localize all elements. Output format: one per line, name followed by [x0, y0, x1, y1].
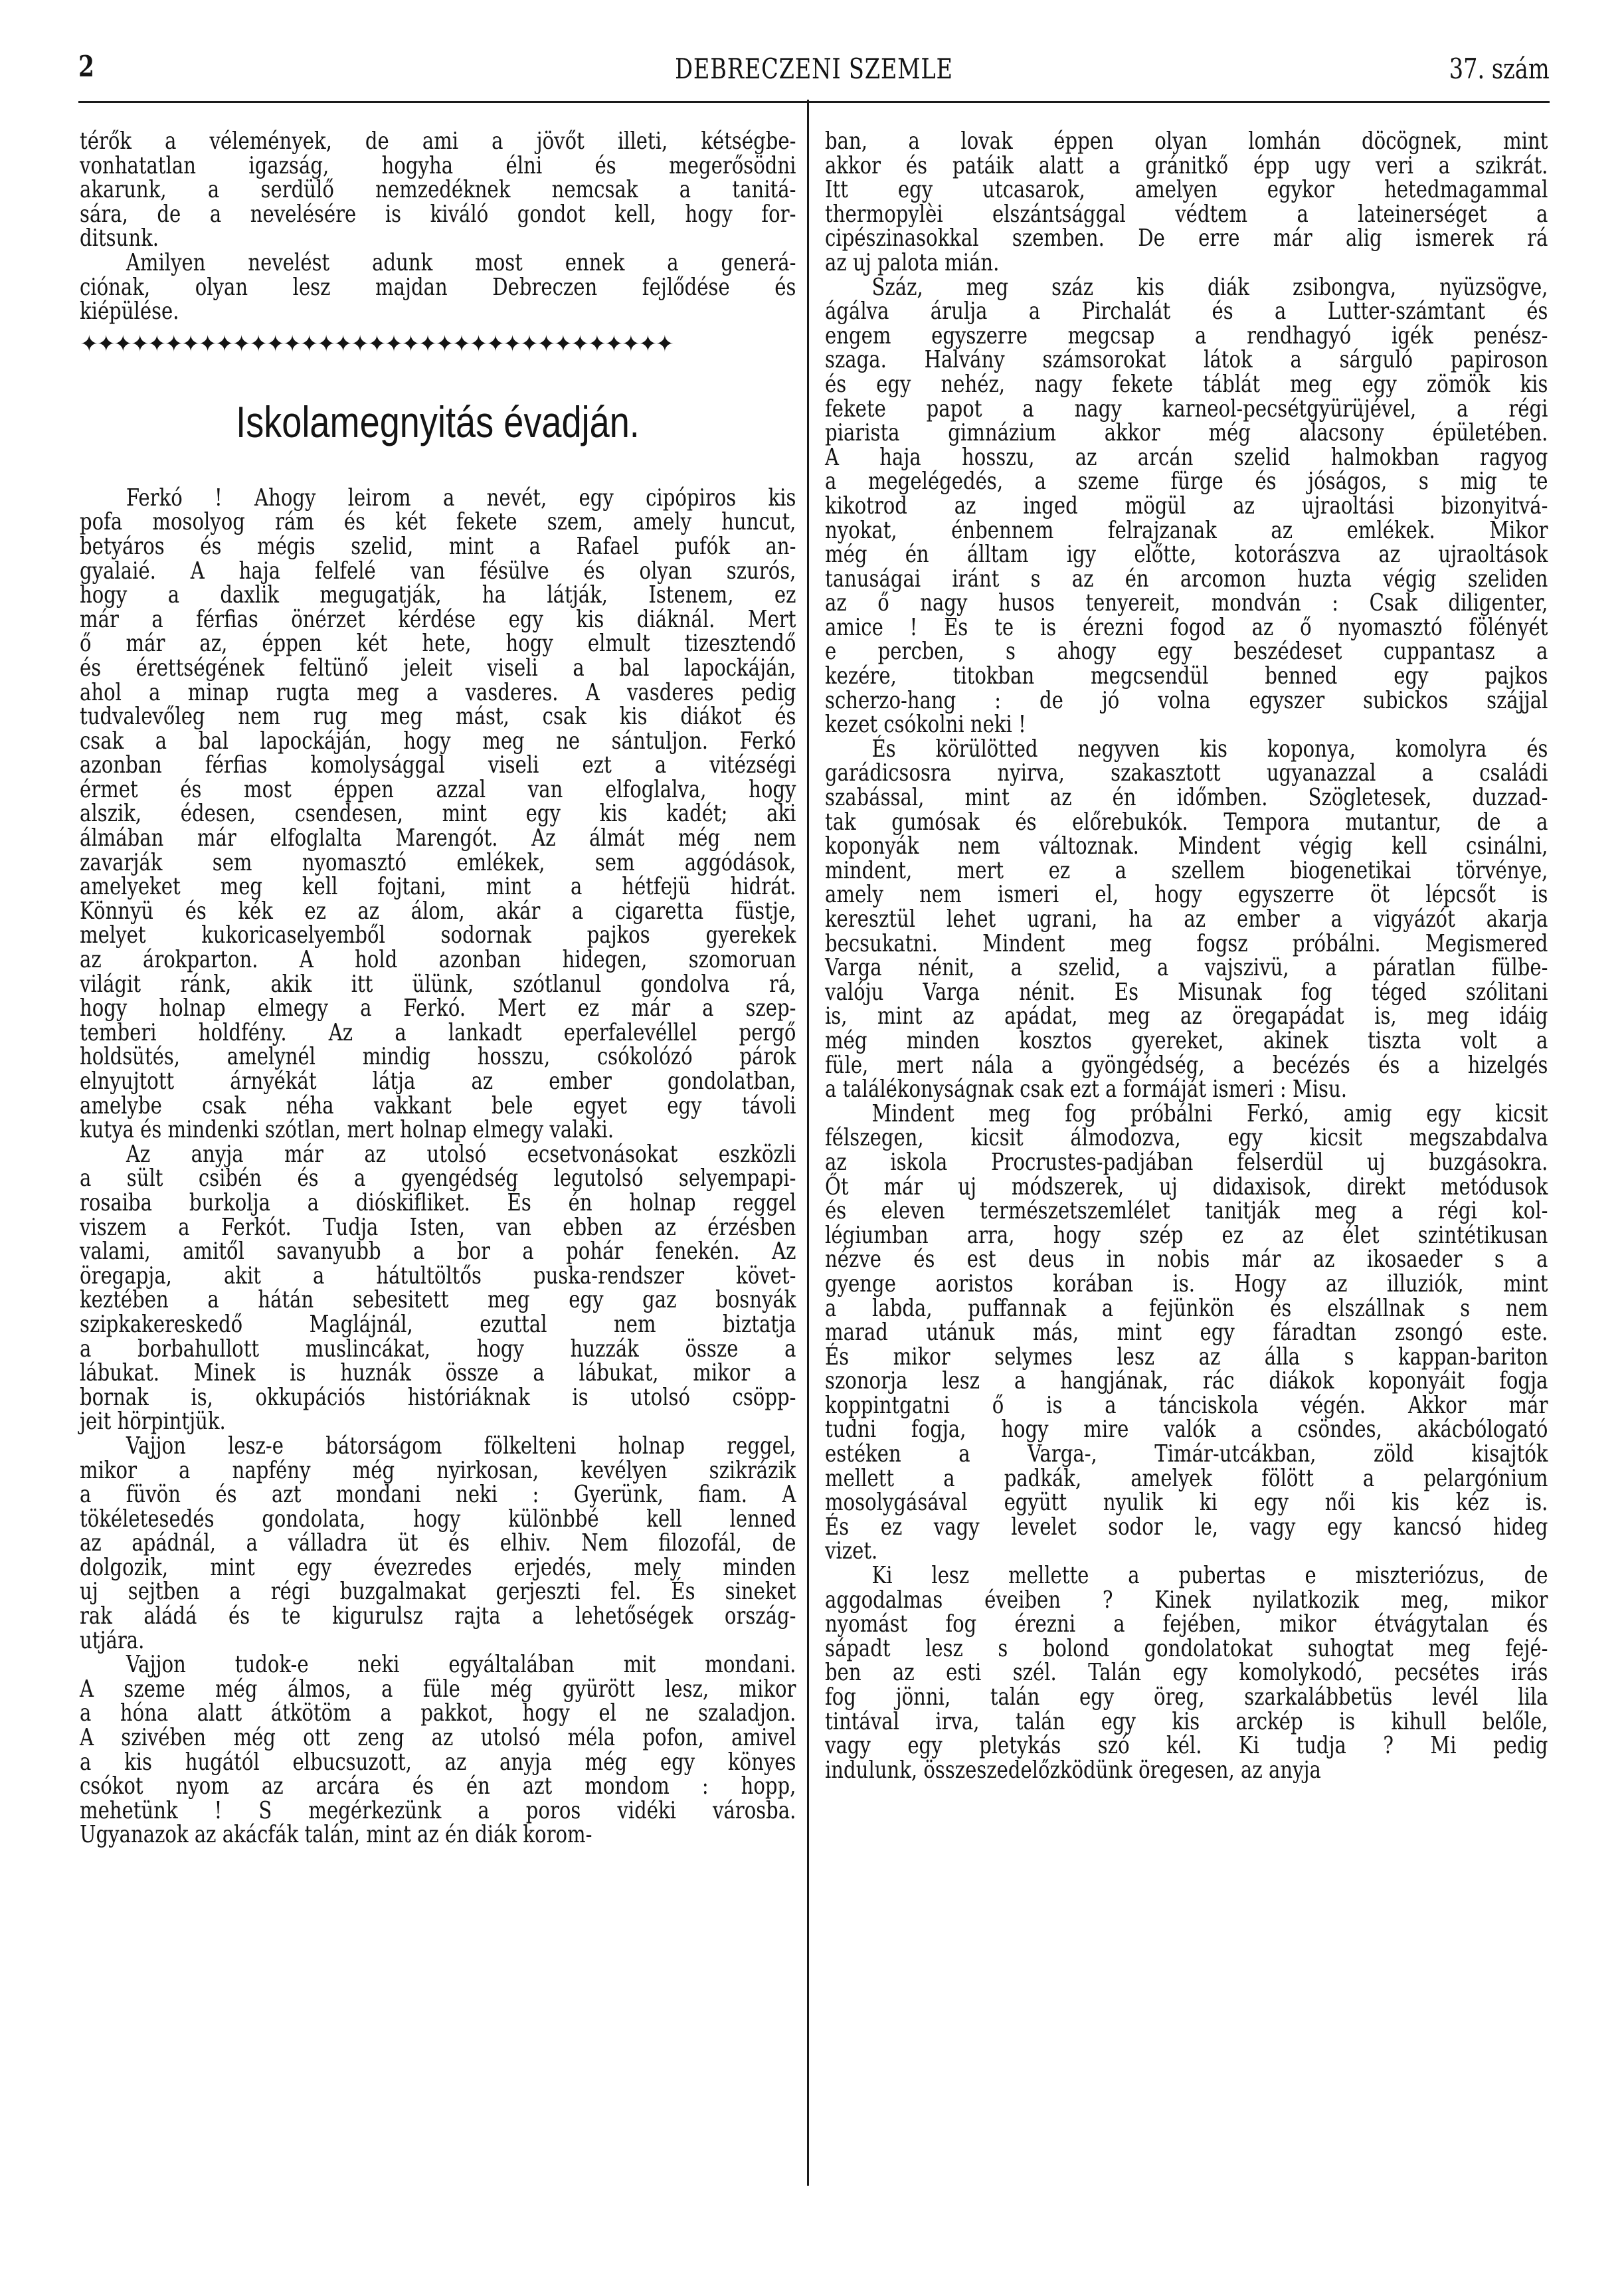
text-line: nyomást fog érezni a fejében, mikor étvágytalan és	[825, 1610, 1548, 1638]
article-title: Iskolamegnyitás évadján.	[236, 397, 640, 446]
text-line: a találékonyságnak csak ezt a formáját ismeri : Misu.	[825, 1076, 1347, 1103]
text-line: mosolygásával együtt nyulik ki egy női kis kéz is.	[825, 1489, 1548, 1517]
text-line: nyokat, énbennem felrajzanak az emlékek. Mikor	[825, 516, 1548, 544]
text-line: A szivében még ott zeng az utolsó méla pofon, amivel	[80, 1724, 796, 1752]
text-line: gyenge aoristos korában is. Hogy az illuziók, mint	[825, 1270, 1548, 1297]
text-line: lábukat. Minek is huznák össze a lábukat, mikor a	[80, 1359, 796, 1387]
text-line: utjára.	[80, 1626, 145, 1654]
column-divider	[807, 100, 809, 2186]
text-line: betyáros és mégis szelid, mint a Rafael pufók an-	[80, 532, 796, 560]
text-line: vagy egy pletykás szó kél. Ki tudja ? Mi pedig	[825, 1732, 1548, 1760]
text-line: félszegen, kicsit álmodozva, egy kicsit megszabdalva	[825, 1124, 1548, 1152]
text-line: És mikor selymes lesz az álla s kappan-bariton	[825, 1343, 1548, 1371]
article-body	[80, 486, 796, 1848]
text-line: hogy a daxlik megugatják, ha látják, Istenem, ez	[80, 581, 796, 609]
text-line: tanuságai iránt s az én arcomon huzta végig szeliden	[825, 565, 1548, 593]
text-line: az uj palota mián.	[825, 248, 1000, 276]
text-line: a hóna alatt átkötöm a pakkot, hogy el ne szaladjon.	[80, 1699, 796, 1727]
right-column	[825, 130, 1548, 1782]
text-line: garádicsosra nyirva, szakasztott ugyanazzal a családi	[825, 759, 1548, 787]
text-line: thermopylèi elszántsággal védtem a lateinerséget a	[825, 200, 1548, 228]
text-line: rak aládá és te kigurulsz rajta a lehetőségek ország-	[80, 1602, 796, 1630]
text-line: sápadt lesz s bolond gondolatokat suhogtat meg fejé-	[825, 1634, 1548, 1662]
text-line: szonorja lesz a hangjának, rác diákok koponyáit fogja	[825, 1367, 1548, 1395]
text-line: Amilyen nevelést adunk most ennek a generá-	[126, 248, 796, 276]
text-line: melyet kukoricaselyemből sodornak pajkos gyerekek	[80, 921, 796, 949]
text-line: És ez vagy levelet sodor le, vagy egy kancsó hideg	[825, 1513, 1548, 1541]
text-line: rosaiba burkolja a dióskifliket. És én holnap reggel	[80, 1189, 796, 1216]
header-rule	[78, 101, 1550, 103]
text-line: Őt már uj módszerek, uj didaxisok, direkt metódusok	[825, 1173, 1548, 1200]
text-line: bornak is, okkupációs históriáknak is utolsó csöpp-	[80, 1383, 796, 1411]
text-line: engem egyszerre megcsap a rendhagyó igék penész-	[825, 322, 1548, 349]
text-line: Mindent meg fog próbálni Ferkó, amig egy kicsit	[871, 1099, 1548, 1127]
text-line: amice ! És te is érezni fogod az ő nyomasztó fölényét	[825, 613, 1548, 641]
paragraph	[825, 1564, 1548, 1782]
ornament-divider: ✦✦✦✦✦✦✦✦✦✦✦✦✦✦✦✦✦✦✦✦✦✦✦✦✦✦✦✦✦✦✦✦✦✦✦	[80, 330, 673, 357]
text-line: csak a bal lapockáján, hogy meg ne sántuljon. Ferkó	[80, 727, 796, 755]
text-line: valóju Varga nénit. Es Misunak fog téged szólitani	[825, 978, 1548, 1006]
text-line: ban, a lovak éppen olyan lomhán döcögnek, mint	[825, 128, 1548, 155]
text-line: mikor a napfény még nyirkosan, kevélyen szikrázik	[80, 1456, 796, 1484]
paragraph	[80, 486, 796, 1143]
text-line: a borbahullott muslincákat, hogy huzzák össze a	[80, 1335, 796, 1363]
text-line: Itt egy utcasarok, amelyen egykor hetedmagammal	[825, 176, 1548, 204]
text-line: nézve és est deus in nobis már az ikosaeder s a	[825, 1246, 1548, 1274]
paragraph	[80, 1434, 796, 1653]
text-line: a sült csibén és a gyengédség legutolsó selyempapi-	[80, 1165, 796, 1193]
text-line: amely nem ismeri el, hogy egyszerre öt lépcsőt is	[825, 881, 1548, 909]
paragraph	[825, 737, 1548, 1102]
text-line: Könnyü és kék ez az álom, akár a cigaretta füstje,	[80, 897, 796, 925]
text-line: jeit hörpintjük.	[80, 1408, 226, 1436]
text-line: érmet és most éppen azzal van elfoglalva, hogy	[80, 775, 796, 803]
text-line: még én álltam igy előtte, kotorászva az ujraoltások	[825, 541, 1548, 569]
text-line: koponyák nem változnak. Mindent végig kell csinálni,	[825, 832, 1548, 860]
text-line: keresztül lehet ugrani, ha az ember a vigyázót akarja	[825, 906, 1548, 933]
text-line: tak gumósak és előrebukók. Tempora mutantur, de a	[825, 808, 1548, 836]
text-line: a füvön és azt mondani neki : Gyerünk, fiam. A	[80, 1481, 796, 1509]
text-line: mindent, mert ez a szellem biogenetikai törvénye,	[825, 856, 1548, 884]
text-line: még minden kosztos gyereket, akinek tiszta volt a	[825, 1026, 1548, 1054]
text-line: koppintgatni ő is a tánciskola végén. Akkor már	[825, 1391, 1548, 1419]
text-line: kezére, titokban megcsendül benned egy pajkos	[825, 662, 1548, 690]
text-line: Varga nénit, a szelid, a vajszivü, a páratlan fülbe-	[825, 954, 1548, 982]
text-line: És körülötted negyven kis koponya, komolyra és	[871, 735, 1548, 763]
text-line: piarista gimnázium akkor még alacsony épületében.	[825, 419, 1548, 447]
text-line: ditsunk.	[80, 225, 159, 252]
text-line: tökéletesedés gondolata, hogy különbbé kell lenned	[80, 1505, 796, 1533]
paragraph	[825, 130, 1548, 276]
text-line: kezet csókolni neki !	[825, 711, 1026, 739]
text-line: füle, mert nála a gyöngédség, a becézés és a hizelgés	[825, 1051, 1548, 1079]
text-line: ahol a minap rugta meg a vasderes. A vasderes pedig	[80, 678, 796, 706]
text-line: Ki lesz mellette a pubertas e miszteriózus, de	[871, 1562, 1548, 1590]
text-line: légiumban arra, hogy szép ez az élet szintétikusan	[825, 1221, 1548, 1249]
text-line: és eleven természetszemlélet tanitják meg a régi kol-	[825, 1197, 1548, 1225]
text-line: az apádnál, a válladra üt és elhiv. Nem filozofál, de	[80, 1529, 796, 1557]
paragraph	[80, 248, 796, 326]
text-line: és érettségének feltünő jeleit viseli a bal lapockáján,	[80, 654, 796, 682]
text-line: ben az esti szél. Talán egy komolykodó, pecsétes irás	[825, 1659, 1548, 1687]
text-line: Vajjon lesz-e bátorságom fölkelteni holnap reggel,	[126, 1432, 796, 1460]
paragraph	[80, 130, 796, 251]
text-line: alszik, édesen, csendesen, mint egy kis kadét; aki	[80, 800, 796, 828]
text-line: becsukatni. Mindent meg fogsz próbálni. Megismered	[825, 929, 1548, 957]
text-line: tudni fogja, hogy mire valók a csöndes, akácbólogató	[825, 1416, 1548, 1444]
text-line: öregapja, akit a hátultöltős puska-rendszer követ-	[80, 1262, 796, 1289]
text-line: vonhatatlan igazság, hogyha élni és megerősödni	[80, 151, 796, 179]
text-line: estéken a Varga-, Timár-utcákban, zöld kisajtók	[825, 1440, 1548, 1468]
text-line: szabással, mint az én időmben. Szögletesek, duzzad-	[825, 784, 1548, 812]
text-line: Ugyanazok az akácfák talán, mint az én diák korom-	[80, 1821, 592, 1849]
text-line: szaga. Halvány számsorokat látok a sárguló papiroson	[825, 346, 1548, 374]
text-line: aggodalmas éveiben ? Kinek nyilatkozik meg, mikor	[825, 1586, 1548, 1614]
paragraph	[80, 1140, 796, 1436]
text-line: világit ránk, akik itt ülünk, szótlanul gondolva rá,	[80, 970, 796, 998]
text-line: és egy nehéz, nagy fekete táblát meg egy zömök kis	[825, 370, 1548, 398]
text-line: Ferkó ! Ahogy leirom a nevét, egy cipópiros kis	[126, 484, 796, 512]
text-line: holdsütés, amelynél mindig hosszu, csókolózó párok	[80, 1043, 796, 1071]
text-line: vizet.	[825, 1537, 878, 1565]
text-line: ciónak, olyan lesz majdan Debreczen fejlődése és	[80, 273, 796, 301]
left-column	[80, 130, 796, 1848]
intro-section	[80, 130, 796, 324]
text-line: álmában már elfoglalta Marengót. Az álmát még nem	[80, 824, 796, 852]
text-line: azonban férfias komolysággal viseli ezt a vitézségi	[80, 751, 796, 779]
text-line: A haja hosszu, az arcán szelid halmokban ragyog	[825, 443, 1548, 471]
paragraph	[825, 273, 1548, 739]
text-line: amelyeket meg kell fojtani, mint a hétfejü hidrát.	[80, 873, 796, 901]
text-line: pofa mosolyog rám és két fekete szem, amely huncut,	[80, 508, 796, 536]
page-header	[78, 50, 1550, 90]
paragraph	[80, 1653, 796, 1848]
text-line: Vajjon tudok-e neki egyáltalában mit mondani.	[126, 1651, 796, 1679]
text-line: scherzo-hang : de jó volna egyszer subickos szájjal	[825, 686, 1548, 714]
text-line: e percben, s ahogy egy beszédeset cuppantasz a	[825, 638, 1548, 666]
text-line: tintával irva, talán egy kis arckép is kihull belőle,	[825, 1707, 1548, 1735]
text-line: térők a vélemények, de ami a jövőt illeti, kétségbe-	[80, 128, 796, 155]
text-line: akarunk, a serdülő nemzedéknek nemcsak a tanitá-	[80, 176, 796, 204]
text-line: már a férfias önérzet kérdése egy kis diáknál. Mert	[80, 605, 796, 633]
text-line: Az anyja már az utolsó ecsetvonásokat eszközli	[126, 1140, 796, 1168]
text-line: a kis hugától elbucsuzott, az anyja még egy könyes	[80, 1748, 796, 1776]
text-line: indulunk, összeszedelőzködünk öregesen, az anyja	[825, 1756, 1321, 1784]
text-line: amelybe csak néha vakkant bele egyet egy távoli	[80, 1092, 796, 1119]
text-line: marad utánuk más, mint egy fáradtan zsongó este.	[825, 1319, 1548, 1347]
text-line: szipkakereskedő Maglájnál, ezuttal nem biztatja	[80, 1310, 796, 1338]
text-line: viszem a Ferkót. Tudja Isten, van ebben az érzésben	[80, 1213, 796, 1241]
text-line: elnyujtott árnyékát látja az ember gondolatban,	[80, 1068, 796, 1095]
text-line: ágálva árulja a Pirchalát és a Lutter-számtant és	[825, 298, 1548, 326]
text-line: A szeme még álmos, a füle még gyürött lesz, mikor	[80, 1675, 796, 1703]
text-line: kiépülése.	[80, 298, 179, 326]
text-line: az iskola Procrustes-padjában felserdül uj buzgásokra.	[825, 1148, 1548, 1176]
text-line: az árokparton. A hold azonban hidegen, szomoruan	[80, 946, 796, 974]
text-line: kikotrod az inged mögül az ujraoltási bizonyitvá-	[825, 492, 1548, 520]
text-line: keztében a hátán sebesitett meg egy gaz bosnyák	[80, 1286, 796, 1314]
text-line: valami, amitől savanyubb a bor a pohár fenekén. Az	[80, 1238, 796, 1266]
text-line: hogy holnap elmegy a Ferkó. Mert ez már a szep-	[80, 995, 796, 1022]
text-line: csókot nyom az arcára és én azt mondom : hopp,	[80, 1772, 796, 1800]
text-line: a labda, puffannak a fejünkön és elszállnak s nem	[825, 1294, 1548, 1322]
article-body-continued	[825, 130, 1548, 1782]
page-number: 2	[78, 50, 94, 84]
text-line: fog jönni, talán egy öreg, szarkalábbetüs levél lila	[825, 1683, 1548, 1711]
issue-number: 37. szám	[1449, 52, 1550, 85]
text-line: kutya és mindenki szótlan, mert holnap elmegy valaki.	[80, 1116, 614, 1144]
text-line: ő már az, éppen két hete, hogy elmult tizesztendő	[80, 630, 796, 658]
publication-title: DEBRECZENI SZEMLE	[675, 52, 953, 85]
text-line: uj sejtben a régi buzgalmakat gerjeszti fel. És sineket	[80, 1578, 796, 1606]
text-line: temberi holdfény. Az a lankadt eperfalevéllel pergő	[80, 1018, 796, 1046]
text-line: a megelégedés, a szeme fürge és jóságos, s mig te	[825, 468, 1548, 496]
text-line: fekete papot a nagy karneol-pecsétgyürüjével, a régi	[825, 395, 1548, 423]
text-line: az ő nagy husos tenyereit, mondván : Csak diligenter,	[825, 589, 1548, 617]
text-line: dolgozik, mint egy évezredes erjedés, mely minden	[80, 1553, 796, 1581]
text-line: is, mint az apádat, meg az öregapádat is, meg idáig	[825, 1003, 1548, 1030]
paragraph	[825, 1099, 1548, 1565]
text-line: zavarják sem nyomasztó emlékek, sem aggódások,	[80, 848, 796, 876]
text-line: cipészinasokkal szemben. De erre már alig ismerek rá	[825, 225, 1548, 252]
text-line: gyalaié. A haja felfelé van fésülve és olyan szurós,	[80, 557, 796, 585]
text-line: mehetünk ! S megérkezünk a poros vidéki városba.	[80, 1796, 796, 1824]
text-line: mellett a padkák, amelyek fölött a pelargónium	[825, 1464, 1548, 1492]
text-line: sára, de a nevelésére is kiváló gondot kell, hogy for-	[80, 200, 796, 228]
text-line: akkor és patáik alatt a gránitkő épp ugy veri a szikrát.	[825, 151, 1548, 179]
text-line: tudvalevőleg nem rug meg mást, csak kis diákot és	[80, 703, 796, 731]
text-line: Száz, meg száz kis diák zsibongva, nyüzsögve,	[871, 273, 1548, 301]
